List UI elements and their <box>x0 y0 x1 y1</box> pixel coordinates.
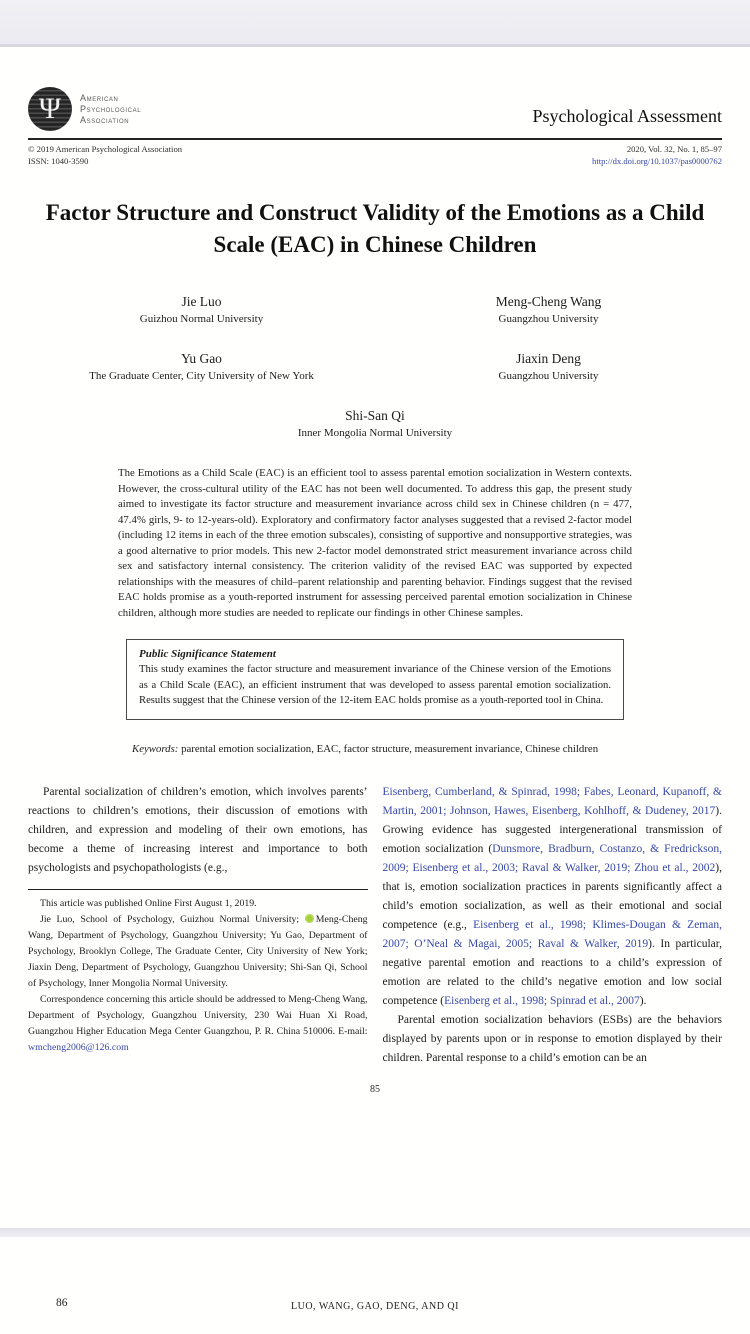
apa-psi-icon: Ψ <box>28 87 72 131</box>
issn-line: ISSN: 1040-3590 <box>28 156 89 167</box>
author-name: Jie Luo <box>181 294 222 310</box>
page-number-85: 85 <box>370 1084 380 1096</box>
author-name: Yu Gao <box>181 351 222 367</box>
issue-meta-row <box>28 143 722 167</box>
apa-org-name <box>80 93 141 126</box>
author-row <box>28 294 722 325</box>
apa-logo <box>28 87 141 131</box>
journal-masthead <box>28 47 722 131</box>
online-first-note: This article was published Online First August 1, 2019. <box>40 898 257 910</box>
journal-title: Psychological Assessment <box>532 106 722 126</box>
right-column <box>383 783 723 1068</box>
author-note <box>28 896 368 1056</box>
apa-org-line: Psychological <box>80 103 142 114</box>
keywords-label: Keywords: <box>132 743 179 756</box>
keywords-line <box>118 742 632 757</box>
author <box>28 351 375 382</box>
author-affiliation: The Graduate Center, City University of New York <box>89 370 314 383</box>
author-name: Shi-San Qi <box>345 408 405 424</box>
text-segment: Meng-Cheng Wang, Department of Psychology, Guangzhou University; Yu Gao, Department of Psychology, Brooklyn College, The Graduate Center, City University of New York; Jiaxin Deng, Department of Psychology, Guangzhou University; Shi-San Qi, School of Psychology, Inner Mongolia Normal University. <box>28 914 368 990</box>
author-affiliations-note <box>28 912 368 992</box>
masthead-rule <box>28 138 722 140</box>
esb-paragraph: Parental emotion socialization behaviors (ESBs) are the behaviors displayed by parents upon or in response to emotion displayed by their children. Parental response to a child’s emotion can be an <box>382 1014 722 1065</box>
citation-link[interactable]: Eisenberg et al., 1998; Klimes-Dougan & Zeman, 2007; O’Neal & Magai, 2005; Raval & Walker, 2019 <box>382 919 722 951</box>
citation-link[interactable]: Eisenberg et al., 1998; Spinrad et al., 2007 <box>444 995 640 1008</box>
author-affiliation: Inner Mongolia Normal University <box>297 427 453 440</box>
author <box>28 408 722 439</box>
author-affiliation: Guizhou Normal University <box>139 313 264 326</box>
author <box>375 351 722 382</box>
author-affiliation: Guangzhou University <box>498 313 599 326</box>
doi-link[interactable]: http://dx.doi.org/10.1037/pas0000762 <box>592 156 722 167</box>
author-row <box>28 408 722 439</box>
author-row <box>28 351 722 382</box>
body-columns <box>28 783 722 1068</box>
author <box>28 294 375 325</box>
citation-link[interactable]: Dunsmore, Bradburn, Costanzo, & Fredrickson, 2009; Eisenberg et al., 2003; Raval & Walker, 2019; Zhou et al., 2002 <box>382 843 722 875</box>
text-segment: ). <box>639 995 647 1008</box>
left-column <box>28 783 368 1068</box>
citations-paragraph <box>383 783 723 1011</box>
footnote-rule <box>28 889 368 890</box>
author <box>375 294 722 325</box>
text-segment: Jie Luo, School of Psychology, Guizhou Normal University; <box>40 914 305 926</box>
public-significance-box <box>126 639 624 720</box>
page-number-86: 86 <box>56 1297 68 1309</box>
issue-block <box>592 143 722 167</box>
text-segment: ), that is, emotion socialization practices in parents significantly affect a child’s emotion socialization, as well as their emotional and social competence (e.g., <box>382 862 722 932</box>
journal-page-85 <box>0 47 750 1228</box>
text-segment: ). In particular, negative parental emotion and reactions to a child’s expression of emotion are related to the child’s negative emotion and low social competence ( <box>382 938 722 1008</box>
running-head-row <box>28 1237 722 1312</box>
keywords-text: parental emotion socialization, EAC, factor structure, measurement invariance, Chinese children <box>178 743 599 756</box>
running-head: LUO, WANG, GAO, DENG, AND QI <box>291 1301 459 1312</box>
citation-link[interactable]: Eisenberg, Cumberland, & Spinrad, 1998; Fabes, Leonard, Kupanoff, & Martin, 2001; Johnson, Hawes, Eisenberg, Kohlhoff, & Dudeney, 2017 <box>382 786 722 818</box>
apa-org-line: American <box>80 92 119 103</box>
significance-heading: Public Significance Statement <box>139 648 276 661</box>
author-name: Meng-Cheng Wang <box>495 294 602 310</box>
journal-page-86-top <box>0 1237 750 1334</box>
text-segment: ). Growing evidence has suggested intergenerational transmission of emotion socialization ( <box>382 805 722 856</box>
author-name: Jiaxin Deng <box>516 351 581 367</box>
pdf-viewer-background <box>0 0 750 47</box>
apa-org-line: Association <box>80 114 130 125</box>
author-block <box>28 294 722 439</box>
page-break-gap <box>0 1228 750 1237</box>
citation-link[interactable]: wmcheng2006@126.com <box>28 1042 129 1054</box>
orcid-icon <box>305 914 314 923</box>
article-title: Factor Structure and Construct Validity of the Emotions as a Child Scale (EAC) in Chinese Children <box>45 200 705 258</box>
correspondence-note <box>28 992 368 1056</box>
text-segment: Correspondence concerning this article should be addressed to Meng-Cheng Wang, Department of Psychology, Guangzhou University, 230 Wai Huan Xi Road, Guangzhou Higher Education Mega Center Guangzhou, P. R. China 510006. E-mail: <box>28 994 368 1038</box>
copyright-line: © 2019 American Psychological Association <box>28 144 183 154</box>
issue-line: 2020, Vol. 32, No. 1, 85–97 <box>626 144 722 154</box>
abstract: The Emotions as a Child Scale (EAC) is an efficient tool to assess parental emotion socialization in Western contexts. However, the cross-cultural utility of the EAC has not been well documented. To address this gap, the present study aimed to investigate its factor structure and measurement invariance across child sex in Chinese children (n = 477, 47.4% girls, 9- to 12-years-old). Exploratory and confirmatory factor analyses suggested that a revised 2-factor model (including 12 items in each of the three emotion subscales), consisting of supportive and nonsupportive strategies, was a good alternative to prior models. This new 2-factor model demonstrated strict measurement invariance across child sex and satisfactory internal consistency. The criterion validity of the revised EAC was supported by expected relationships with the measures of child–parent relationship and parenting behavior. Findings suggest that the revised EAC holds promise as a youth-reported instrument for assessing perceived parental emotion socialization in Chinese children, although more studies are needed to replicate our findings in other Chinese samples. <box>118 467 632 619</box>
significance-body: This study examines the factor structure and measurement invariance of the Chinese version of the Emotions as a Child Scale (EAC), an efficient instrument that was developed to assess parental emotion socialization. Results suggest that the Chinese version of the 12-item EAC holds promise as a youth-reported tool in China. <box>139 664 611 706</box>
author-affiliation: Guangzhou University <box>498 370 599 383</box>
copyright-block <box>28 143 182 167</box>
intro-paragraph: Parental socialization of children’s emotion, which involves parents’ reactions to children’s emotions, their discussion of emotions with children, and expression and modeling of their own emotions, has become a theme of increasing interest and importance to both psychologists and psychopathologists (e.g., <box>28 786 368 875</box>
